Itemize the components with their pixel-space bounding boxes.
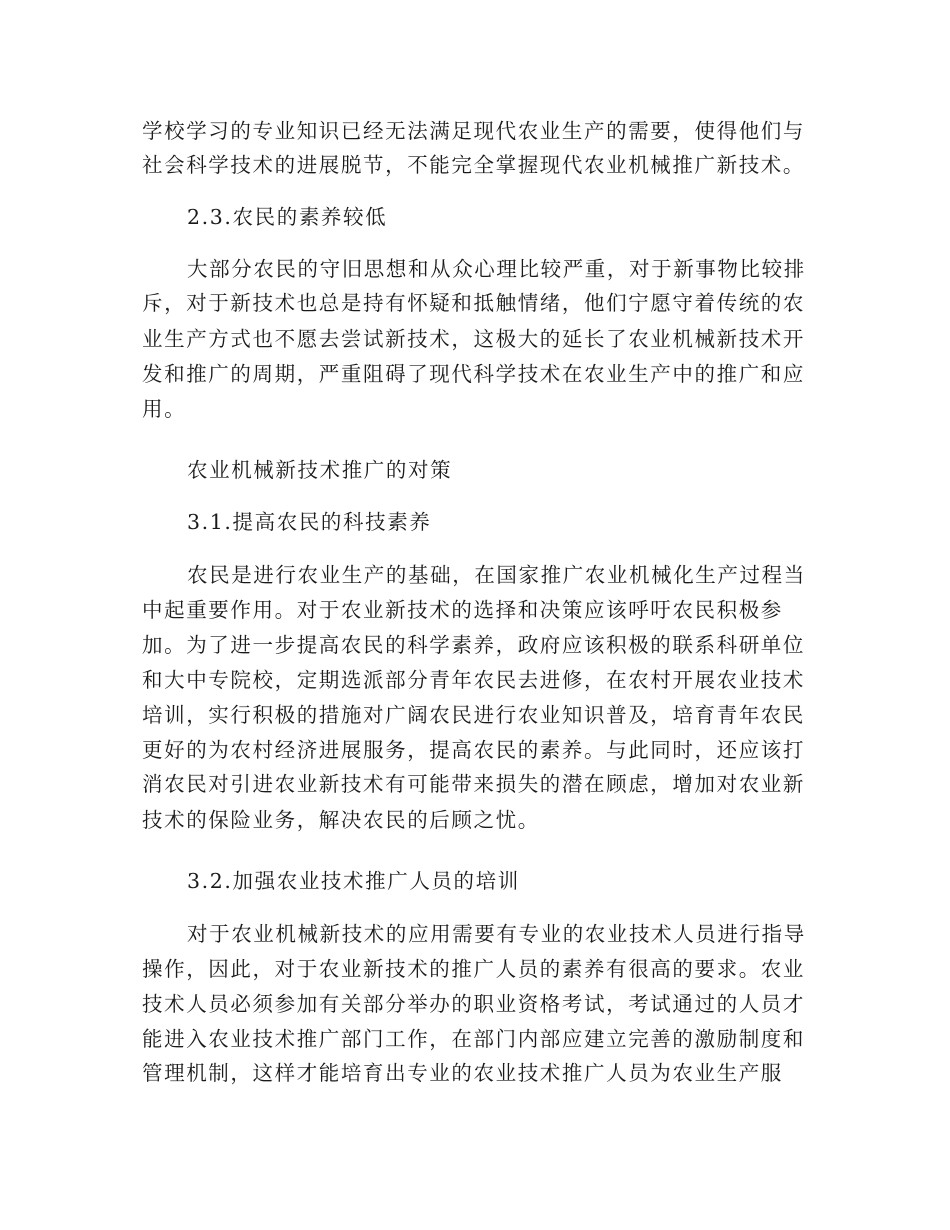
text-line: 操作，因此，对于农业新技术的推广人员的素养有很高的要求。农业 (142, 957, 805, 981)
text-line: 对于农业机械新技术的应用需要有专业的农业技术人员进行指导 (187, 922, 806, 946)
text-line: 消农民对引进农业新技术有可能带来损失的潜在顾虑，增加对农业新 (142, 772, 805, 796)
text-line: 技术人员必须参加有关部分举办的职业资格考试，考试通过的人员才 (142, 992, 805, 1016)
text-line: 和大中专院校，定期选派部分青年农民去进修，在农村开展农业技术 (142, 668, 805, 692)
section-heading: 2.3.农民的素养较低 (187, 205, 388, 229)
section-heading: 农业机械新技术推广的对策 (187, 458, 453, 482)
text-line: 社会科学技术的进展脱节，不能完全掌握现代农业机械推广新技术。 (142, 153, 805, 177)
text-line: 中起重要作用。对于农业新技术的选择和决策应该呼吁农民积极参 (142, 598, 783, 622)
text-line: 斥，对于新技术也总是持有怀疑和抵触情绪，他们宁愿守着传统的农 (142, 291, 805, 315)
text-line: 用。 (142, 397, 187, 421)
text-line: 发和推广的周期，严重阻碍了现代科学技术在农业生产中的推广和应 (142, 362, 805, 386)
text-line: 能进入农业技术推广部门工作，在部门内部应建立完善的激励制度和 (142, 1027, 805, 1051)
text-line: 管理机制，这样才能培育出专业的农业技术推广人员为农业生产服 (142, 1061, 783, 1085)
text-line: 大部分农民的守旧思想和从众心理比较严重，对于新事物比较排 (187, 257, 806, 281)
text-line: 加。为了进一步提高农民的科学素养，政府应该积极的联系科研单位 (142, 633, 805, 657)
section-heading: 3.2.加强农业技术推广人员的培训 (187, 869, 520, 893)
text-line: 技术的保险业务，解决农民的后顾之忧。 (142, 808, 540, 832)
text-line: 学校学习的专业知识已经无法满足现代农业生产的需要，使得他们与 (142, 119, 805, 143)
text-line: 更好的为农村经济进展服务，提高农民的素养。与此同时，还应该打 (142, 738, 805, 762)
text-line: 培训，实行积极的措施对广阔农民进行农业知识普及，培育青年农民 (142, 703, 805, 727)
text-line: 农民是进行农业生产的基础，在国家推广农业机械化生产过程当 (187, 563, 806, 587)
section-heading: 3.1.提高农民的科技素养 (187, 510, 432, 534)
text-line: 业生产方式也不愿去尝试新技术，这极大的延长了农业机械新技术开 (142, 327, 805, 351)
